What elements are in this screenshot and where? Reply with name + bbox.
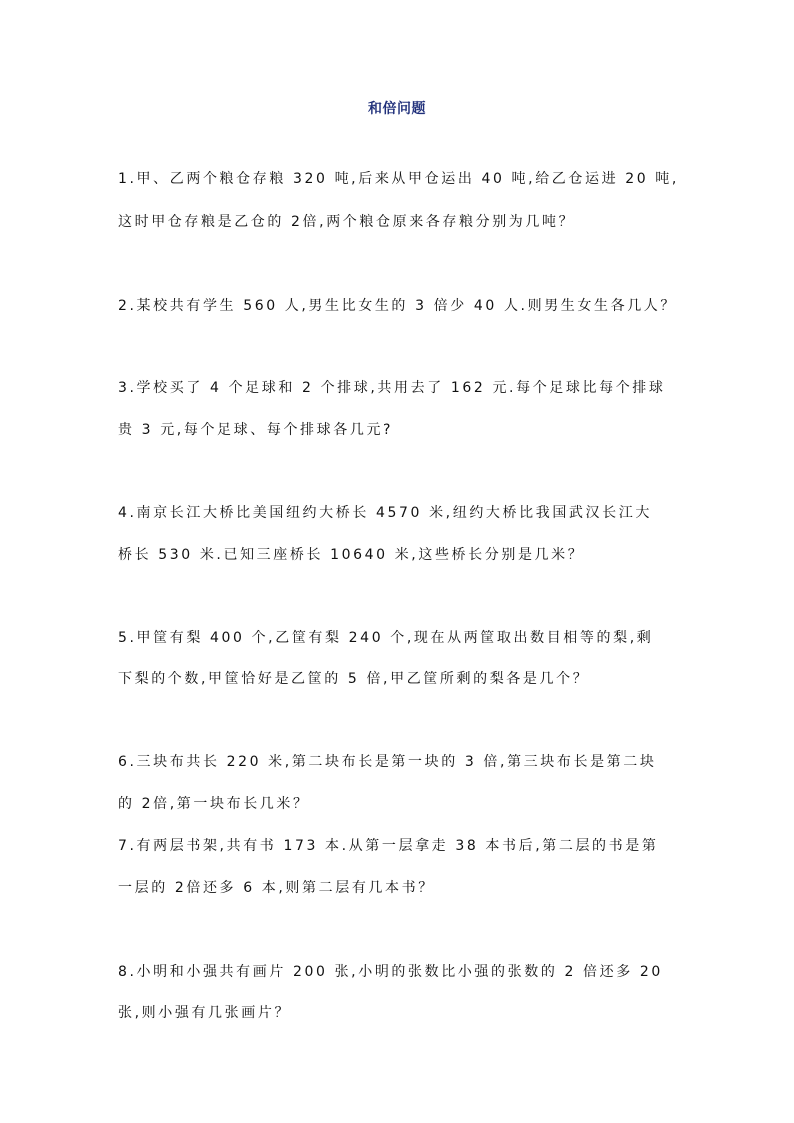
question-1-line-2: 这时甲仓存粮是乙仓的 2倍,两个粮仓原来各存粮分别为几吨？	[118, 214, 576, 230]
document-title: 和倍问题	[368, 101, 426, 117]
question-6-line-1: 6.三块布共长 220 米,第二块布长是第一块的 3 倍,第三块布长是第二块	[118, 754, 657, 770]
question-7-line-2: 一层的 2倍还多 6 本,则第二层有几本书？	[118, 880, 435, 896]
question-6-line-2: 的 2倍,第一块布长几米？	[118, 796, 310, 812]
question-5-line-2: 下梨的个数,甲筐恰好是乙筐的 5 倍,甲乙筐所剩的梨各是几个？	[118, 671, 590, 687]
question-4-line-1: 4.南京长江大桥比美国纽约大桥长 4570 米,纽约大桥比我国武汉长江大	[118, 505, 652, 521]
question-5-line-1: 5.甲筐有梨 400 个,乙筐有梨 240 个,现在从两筐取出数目相等的梨,剩	[118, 630, 654, 646]
question-3-line-1: 3.学校买了 4 个足球和 2 个排球,共用去了 162 元.每个足球比每个排球	[118, 380, 666, 396]
question-7-line-1: 7.有两层书架,共有书 173 本.从第一层拿走 38 本书后,第二层的书是第	[118, 838, 659, 854]
question-3-line-2: 贵 3 元,每个足球、每个排球各几元?	[118, 422, 394, 438]
question-4-line-2: 桥长 530 米.已知三座桥长 10640 米,这些桥长分别是几米？	[118, 547, 585, 563]
question-1-line-1: 1.甲、乙两个粮仓存粮 320 吨,后来从甲仓运出 40 吨,给乙仓运进 20 吨,	[118, 171, 679, 187]
question-2-line-1: 2.某校共有学生 560 人,男生比女生的 3 倍少 40 人.则男生女生各几人？	[118, 298, 678, 314]
question-8-line-2: 张,则小强有几张画片？	[118, 1005, 292, 1021]
question-8-line-1: 8.小明和小强共有画片 200 张,小明的张数比小强的张数的 2 倍还多 20	[118, 964, 663, 980]
